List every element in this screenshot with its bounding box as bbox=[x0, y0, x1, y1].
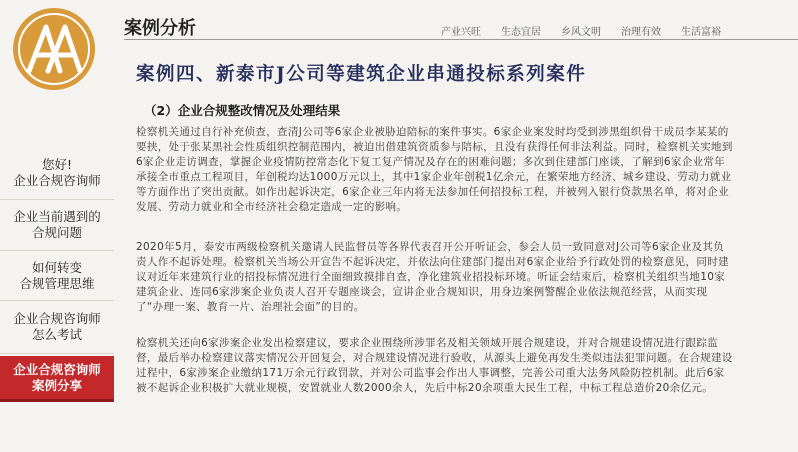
article-paragraph-3: 检察机关还向6家涉案企业发出检察建议，要求企业围绕所涉罪名及相关领域开展合规建设，并对合规建设情况进行跟踪监督，最后举办检察建议落实情况公开回复会，对合规建设情况进行验收，从源头上避免再发生类似违法犯罪问题。在合规建设过程中，6家涉案企业缴纳171万余元行政罚款，并对公司监事会作出人事调整，完善公司重大法务风险防控机制。此后6家被不起诉企业积极扩大就业规模，安置就业人数2000余人，先后中标20余项重大民生工程，中标工程总造价20余亿元。 bbox=[136, 337, 733, 394]
sidebar-item-mindset[interactable]: 如何转变 合规管理思维 bbox=[0, 251, 114, 301]
sidebar-item-compliance-problems[interactable]: 企业当前遇到的 合规问题 bbox=[0, 200, 114, 251]
sidebar-item-case-sharing[interactable]: 企业合规咨询师 案例分享 bbox=[0, 356, 114, 399]
nav-link-ecology[interactable]: 生态宜居 bbox=[501, 27, 541, 38]
article-paragraph-2: 2020年5月，泰安市两级检察机关邀请人民监督员等各界代表召开公开听证会，参会人员一致同意对J公司等6家企业及其负责人作不起诉处理。检察机关当场公开宣告不起诉决定，并依法向住建部门提出对6家企业给予行政处罚的检察意见，同时建议对近年来建筑行业的招投标情况进行全面细致摸排自查，净化建筑业招投标环境。听证会结束后，检察机关组织当地10家建筑企业、连同6家涉案企业负责人召开专题座谈会，宣讲企业合规知识，用身边案例警醒企业依法规范经营，从而实现了“办理一案、教育一片、治理社会面”的目的。 bbox=[136, 241, 729, 313]
sidebar-item-greeting[interactable]: 您好! 企业合规咨询师 bbox=[0, 147, 114, 200]
logo-aa-monogram bbox=[24, 23, 84, 75]
nav-link-governance[interactable]: 治理有效 bbox=[621, 27, 661, 38]
article-title: 案例四、新泰市J公司等建筑企业串通投标系列案件 bbox=[136, 64, 587, 85]
nav-link-civilization[interactable]: 乡风文明 bbox=[561, 27, 601, 38]
article-paragraph-1: 检察机关通过自行补充侦查，查清J公司等6家企业被胁迫陪标的案件事实。6家企业案发时均受到涉黑组织骨干成员李某某的要挟，处于张某黑社会性质组织控制范围内，被迫出借建筑资质参与陪标，且没有获得任何非法利益。同时，检察机关实地到6家企业走访调查，掌握企业疫情防控常态化下复工复产情况及存在的困难问题；多次到住建部门座谈，了解到6家企业常年承接全市重点工程项目，年创税均达1000万元以上，其中1家企业年创税1亿余元，在繁荣地方经济、城乡建设、劳动力就业等方面作出了突出贡献。如作出起诉决定，6家企业三年内将无法参加任何招投标工程，并被列入银行贷款黑名单，将对企业发展、劳动力就业和全市经济社会稳定造成一定的影响。 bbox=[136, 126, 733, 213]
logo-ring bbox=[18, 13, 90, 85]
sidebar-nav bbox=[0, 147, 114, 399]
nav-link-livelihood[interactable]: 生活富裕 bbox=[681, 27, 721, 38]
section-title: 案例分析 bbox=[124, 18, 196, 39]
nav-link-industry[interactable]: 产业兴旺 bbox=[441, 27, 481, 38]
company-logo bbox=[13, 8, 95, 90]
header-divider bbox=[124, 39, 798, 40]
article-subtitle: （2）企业合规整改情况及处理结果 bbox=[144, 103, 341, 118]
top-nav bbox=[441, 23, 721, 38]
sidebar-item-exam[interactable]: 企业合规咨询师 怎么考试 bbox=[0, 301, 114, 354]
